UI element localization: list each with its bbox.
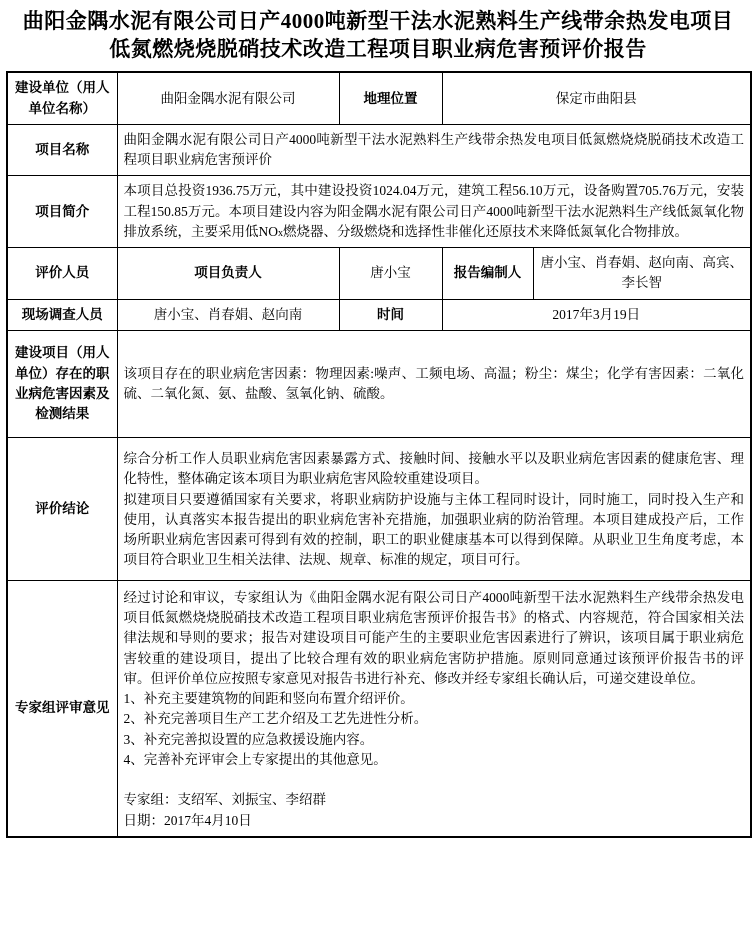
table-row	[7, 299, 751, 330]
conclusion-label: 评价结论	[7, 437, 117, 580]
conclusion-paragraph-1: 综合分析工作人员职业病危害因素暴露方式、接触时间、接触水平以及职业病危害因素的健康危害、理化特性，整体确定该本项目为职业病危害风险较重建设项目。	[123, 451, 744, 487]
table-row	[7, 176, 751, 248]
expert-opinion-item-2: 2、补充完善项目生产工艺介绍及工艺先进性分析。	[123, 711, 428, 727]
project-intro-subscript: x	[278, 227, 283, 239]
survey-time-value: 2017年3月19日	[442, 299, 751, 330]
expert-group-members: 专家组：支绍军、刘振宝、李绍群	[123, 792, 326, 808]
construction-unit-value: 曲阳金隅水泥有限公司	[117, 72, 339, 124]
expert-opinion-item-1: 1、补充主要建筑物的间距和竖向布置介绍评价。	[123, 691, 414, 707]
project-intro-label: 项目简介	[7, 176, 117, 248]
evaluators-label: 评价人员	[7, 248, 117, 300]
table-row	[7, 330, 751, 437]
location-label: 地理位置	[339, 72, 442, 124]
expert-opinion-date: 日期：2017年4月10日	[123, 812, 252, 828]
project-leader-value: 唐小宝	[339, 248, 442, 300]
project-intro-text-1: 本项目总投资1936.75万元，其中建设投资1024.04万元，建筑工程56.10万元，设备购置705.76万元，安装工程150.85万元。本项目建设内容为阳金隅水泥有限公司日产4000吨新型干法水泥熟料生产线低氮氧化物排放系统，主要采用低NO	[123, 183, 744, 239]
table-row	[7, 124, 751, 176]
table-row	[7, 580, 751, 837]
page-title: 曲阳金隅水泥有限公司日产4000吨新型干法水泥熟料生产线带余热发电项目低氮燃烧烧脱硝技术改造工程项目职业病危害预评价报告	[22, 9, 734, 61]
project-intro-value	[117, 176, 751, 248]
construction-unit-label: 建设单位（用人单位名称）	[7, 72, 117, 124]
expert-opinion-item-3: 3、补充完善拟设置的应急救援设施内容。	[123, 731, 374, 747]
project-name-value: 曲阳金隅水泥有限公司日产4000吨新型干法水泥熟料生产线带余热发电项目低氮燃烧烧脱硝技术改造工程项目职业病危害预评价	[117, 124, 751, 176]
expert-opinion-paragraph-1: 经过讨论和审议，专家组认为《曲阳金隅水泥有限公司日产4000吨新型干法水泥熟料生产线带余热发电项目低氮燃烧烧脱硝技术改造工程项目职业病危害预评价报告书》的格式、内容规范，符合国家相关法律法规和导则的要求；报告对建设项目可能产生的主要职业危害因素进行了辨识，该项目属于职业病危害较重的建设项目，提出了比较合理有效的职业病危害防护措施。原则同意通过该预评价报告书的评审。但评价单位应按照专家意见对报告书进行补充、修改并经专家组长确认后，可递交建设单位。	[123, 589, 744, 686]
field-survey-label: 现场调查人员	[7, 299, 117, 330]
table-row	[7, 248, 751, 300]
field-survey-value: 唐小宝、肖春娟、赵向南	[117, 299, 339, 330]
table-row	[7, 72, 751, 124]
survey-time-label: 时间	[339, 299, 442, 330]
project-intro-text-2: 燃烧器、分级燃烧和选择性非催化还原技术来降低氮氧化合物排放。	[283, 223, 688, 239]
expert-opinion-label: 专家组评审意见	[7, 580, 117, 837]
expert-opinion-item-4: 4、完善补充评审会上专家提出的其他意见。	[123, 751, 387, 767]
report-summary-table	[6, 71, 752, 838]
project-name-label: 项目名称	[7, 124, 117, 176]
report-editor-value: 唐小宝、肖春娟、赵向南、高宾、李长智	[540, 255, 743, 291]
conclusion-paragraph-2: 拟建项目只要遵循国家有关要求，将职业病防护设施与主体工程同时设计，同时施工，同时投入生产和使用，认真落实本报告提出的职业病危害补充措施，加强职业病的防治管理。本项目建成投产后，工作场所职业病危害因素可得到有效的控制，职工的职业健康基本可以得到保障。从职业卫生角度考虑，本项目符合职业卫生相关法律、法规、规章、标准的规定，项目可行。	[123, 491, 744, 568]
table-row	[7, 437, 751, 580]
project-leader-label: 项目负责人	[117, 248, 339, 300]
report-editor-label: 报告编制人	[443, 248, 534, 299]
conclusion-value	[117, 437, 751, 580]
report-editor-cell	[442, 248, 751, 300]
hazard-factors-label: 建设项目（用人单位）存在的职业病危害因素及检测结果	[7, 330, 117, 437]
expert-opinion-value	[117, 580, 751, 837]
hazard-factors-value: 该项目存在的职业病危害因素：物理因素:噪声、工频电场、高温；粉尘：煤尘；化学有害因素：二氧化硫、二氧化氮、氨、盐酸、氢氧化钠、硫酸。	[117, 330, 751, 437]
location-value: 保定市曲阳县	[442, 72, 751, 124]
